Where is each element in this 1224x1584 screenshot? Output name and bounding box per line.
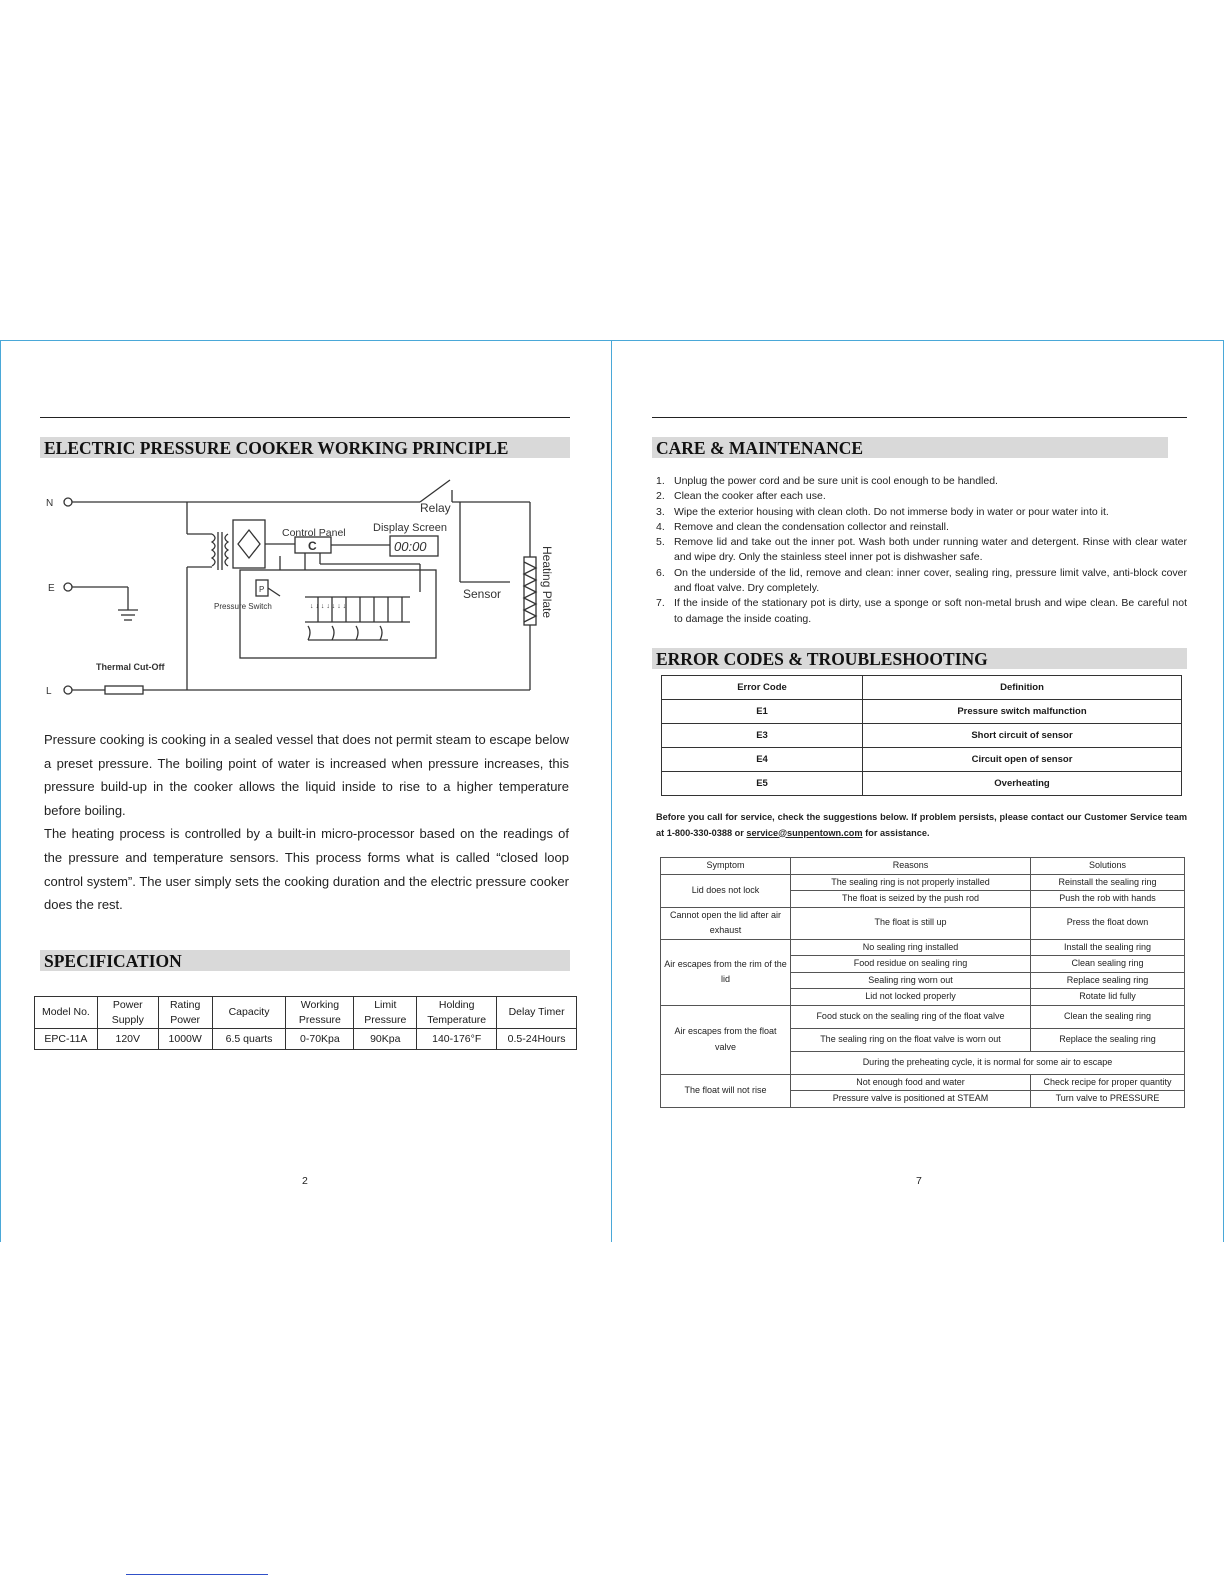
top-rule-left [40, 417, 570, 418]
troubleshooting-table [660, 857, 1185, 1108]
error-row [662, 700, 1182, 724]
trouble-solution: Push the rob with hands [1031, 891, 1185, 908]
spec-header-cell: Rating Power [158, 997, 212, 1029]
spec-header-cell: Power Supply [97, 997, 158, 1029]
care-item: 7. If the inside of the stationary pot is dirty, use a sponge or soft non-metal brush and wipe clean. Be careful not to damage the inside coating. [656, 597, 1187, 625]
care-item: 3. Wipe the exterior housing with clean cloth. Do not immerse body in water or pour water into it. [656, 505, 1109, 518]
care-item: 5. Remove lid and take out the inner pot. Wash both under running water and detergent. Rinse with clear water and wipe dry. Only the stainless steel inner pot is dishwasher safe. [656, 536, 1187, 564]
error-header-code: Error Code [662, 676, 863, 700]
trouble-solution: Clean the sealing ring [1031, 1005, 1185, 1028]
error-header-definition: Definition [863, 676, 1182, 700]
trouble-reason: The float is still up [791, 907, 1031, 939]
trouble-reason: Pressure valve is positioned at STEAM [791, 1091, 1031, 1108]
trouble-reason: Not enough food and water [791, 1074, 1031, 1091]
trouble-symptom: Cannot open the lid after air exhaust [661, 907, 791, 939]
page-number-right: 7 [916, 1175, 922, 1187]
pressure-box-label: P [259, 585, 265, 594]
relay-label: Relay [420, 501, 451, 515]
top-rule-right [652, 417, 1187, 418]
trouble-solution: Reinstall the sealing ring [1031, 874, 1185, 891]
trouble-solution: Check recipe for proper quantity [1031, 1074, 1185, 1091]
trouble-reason: The float is seized by the push rod [791, 891, 1031, 908]
care-heading: CARE & MAINTENANCE [652, 437, 1168, 458]
terminal-l-label: L [46, 686, 52, 697]
trouble-symptom: Lid does not lock [661, 874, 791, 907]
paragraph: The heating process is controlled by a built-in micro-processor based on the readings of the pressure and temperature sensors. This process forms what is called “closed loop control system”. The user simply sets the cooking duration and the electric pressure cooker does the rest. [44, 826, 569, 913]
trouble-header-symptom: Symptom [661, 858, 791, 875]
spec-value-row [35, 1029, 577, 1050]
error-definition: Pressure switch malfunction [863, 700, 1182, 724]
trouble-symptom: Air escapes from the rim of the lid [661, 939, 791, 1005]
heating-plate-label: Heating Plate [540, 546, 554, 619]
error-definition: Circuit open of sensor [863, 748, 1182, 772]
error-code: E5 [662, 772, 863, 796]
error-row [662, 724, 1182, 748]
trouble-row [661, 907, 1185, 939]
care-item: 2. Clean the cooker after each use. [656, 490, 826, 503]
spec-cell: 0.5-24Hours [497, 1029, 577, 1050]
trouble-reason: Sealing ring worn out [791, 972, 1031, 989]
spec-cell: EPC-11A [35, 1029, 98, 1050]
trouble-header-solutions: Solutions [1031, 858, 1185, 875]
spec-header-row [35, 997, 577, 1029]
trouble-solution: Turn valve to PRESSURE [1031, 1091, 1185, 1108]
trouble-header-reasons: Reasons [791, 858, 1031, 875]
error-code: E1 [662, 700, 863, 724]
trouble-solution: Rotate lid fully [1031, 989, 1185, 1006]
trouble-solution: Clean sealing ring [1031, 956, 1185, 973]
sensor-label: Sensor [463, 587, 502, 601]
trouble-reason: The sealing ring is not properly installed [791, 874, 1031, 891]
thermal-cutoff-label: Thermal Cut-Off [96, 662, 165, 672]
trouble-row [661, 874, 1185, 891]
error-code: E3 [662, 724, 863, 748]
working-principle-heading: ELECTRIC PRESSURE COOKER WORKING PRINCIPLE [40, 437, 570, 458]
error-header-row [662, 676, 1182, 700]
footer-line [126, 1574, 268, 1575]
display-screen-label: Display Screen [373, 522, 447, 534]
controller-label: C [308, 539, 317, 553]
specification-table [34, 996, 577, 1050]
trouble-reason: The sealing ring on the float valve is worn out [791, 1028, 1031, 1051]
trouble-note: During the preheating cycle, it is normal for some air to escape [791, 1051, 1185, 1074]
terminal-e-label: E [48, 583, 55, 594]
error-row [662, 748, 1182, 772]
trouble-solution: Replace sealing ring [1031, 972, 1185, 989]
trouble-row [661, 1074, 1185, 1091]
trouble-solution: Press the float down [1031, 907, 1185, 939]
care-item: 4. Remove and clean the condensation collector and reinstall. [656, 520, 949, 533]
specification-heading: SPECIFICATION [40, 950, 570, 971]
spec-cell: 120V [97, 1029, 158, 1050]
svg-text:↓ ↓ ↓ ↓ ↓ ↓ ↓: ↓ ↓ ↓ ↓ ↓ ↓ ↓ [310, 603, 347, 610]
service-email-link[interactable]: service@sunpentown.com [746, 827, 863, 838]
spec-cell: 6.5 quarts [212, 1029, 286, 1050]
service-note: Before you call for service, check the suggestions below. If problem persists, please contact our Customer Service team at 1-800-330-0388 or service@sunpentown.com for assistance. [656, 812, 1187, 838]
trouble-solution: Install the sealing ring [1031, 939, 1185, 956]
error-codes-table [661, 675, 1182, 796]
trouble-solution: Replace the sealing ring [1031, 1028, 1185, 1051]
circuit-diagram [40, 472, 570, 704]
care-item: 6. On the underside of the lid, remove and clean: inner cover, sealing ring, pressure limit valve, anti-block cover and float valve. Dry completely. [656, 566, 1187, 595]
spec-cell: 1000W [158, 1029, 212, 1050]
control-panel-label: Control Panel [282, 527, 346, 539]
page-number-left: 2 [302, 1175, 308, 1187]
spec-header-cell: Limit Pressure [354, 997, 417, 1029]
error-codes-heading: ERROR CODES & TROUBLESHOOTING [652, 648, 1187, 669]
error-code: E4 [662, 748, 863, 772]
spec-header-cell: Capacity [212, 997, 286, 1029]
trouble-symptom: The float will not rise [661, 1074, 791, 1107]
trouble-symptom: Air escapes from the float valve [661, 1005, 791, 1074]
spec-cell: 0-70Kpa [286, 1029, 354, 1050]
paragraph: Pressure cooking is cooking in a sealed vessel that does not permit steam to escape below a preset pressure. The boiling point of water is increased when pressure increases, this pressure build-up in the cooker allows the liquid inside to rise to a higher temperature before boiling. [44, 732, 569, 818]
trouble-reason: Food stuck on the sealing ring of the float valve [791, 1005, 1031, 1028]
spec-header-cell: Holding Temperature [417, 997, 497, 1029]
spec-cell: 140-176°F [417, 1029, 497, 1050]
trouble-row [661, 939, 1185, 956]
error-row [662, 772, 1182, 796]
pressure-switch-label: Pressure Switch [214, 602, 272, 611]
trouble-reason: Food residue on sealing ring [791, 956, 1031, 973]
trouble-reason: No sealing ring installed [791, 939, 1031, 956]
spec-header-cell: Working Pressure [286, 997, 354, 1029]
care-item: 1. Unplug the power cord and be sure unit is cool enough to be handled. [656, 475, 998, 487]
spec-header-cell: Delay Timer [497, 997, 577, 1029]
trouble-reason: Lid not locked properly [791, 989, 1031, 1006]
display-value: 00:00 [394, 539, 427, 554]
spec-header-cell: Model No. [35, 997, 98, 1029]
error-definition: Overheating [863, 772, 1182, 796]
working-principle-text [44, 728, 569, 917]
spec-cell: 90Kpa [354, 1029, 417, 1050]
trouble-header-row [661, 858, 1185, 875]
error-definition: Short circuit of sensor [863, 724, 1182, 748]
terminal-n-label: N [46, 498, 54, 509]
care-list [656, 474, 1187, 627]
trouble-row [661, 1005, 1185, 1028]
